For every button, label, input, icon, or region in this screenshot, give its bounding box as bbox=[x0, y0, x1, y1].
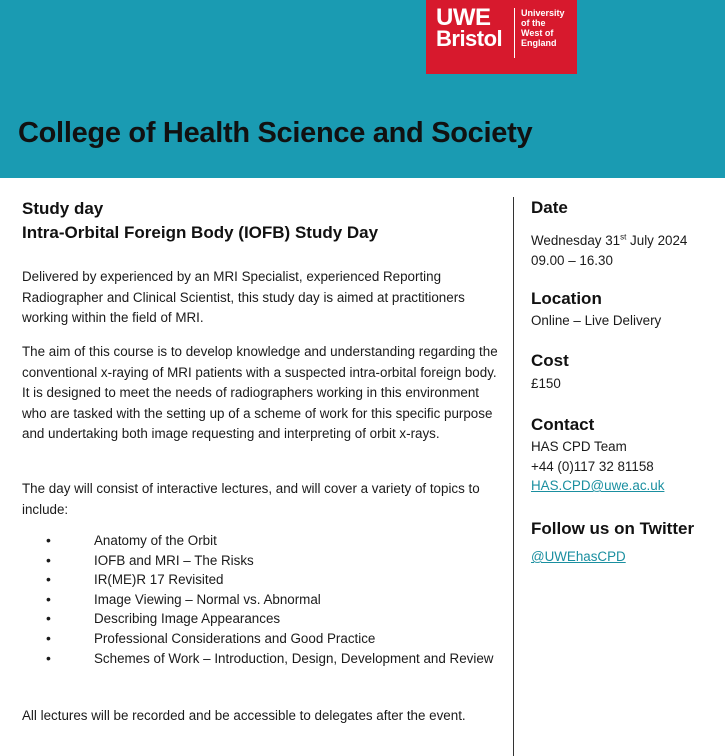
list-item bbox=[22, 570, 498, 590]
cost-value: £150 bbox=[531, 376, 561, 391]
date-suffix: st bbox=[620, 232, 627, 242]
topic-text: Professional Considerations and Good Practice bbox=[94, 630, 376, 646]
location-value: Online – Live Delivery bbox=[531, 313, 662, 328]
topic-text: Describing Image Appearances bbox=[94, 611, 281, 627]
bullet-icon: • bbox=[46, 532, 51, 548]
list-item bbox=[22, 551, 498, 571]
cost-heading: Cost bbox=[531, 351, 569, 370]
twitter-block bbox=[531, 547, 626, 567]
logo-university-name bbox=[521, 8, 576, 48]
twitter-heading: Follow us on Twitter bbox=[531, 519, 695, 538]
list-item bbox=[22, 590, 498, 610]
topic-text: Anatomy of the Orbit bbox=[94, 533, 217, 548]
bullet-icon: • bbox=[46, 551, 51, 568]
list-item bbox=[22, 609, 498, 629]
contact-heading: Contact bbox=[531, 415, 595, 434]
logo-uni-line: England bbox=[521, 38, 557, 48]
contact-team: HAS CPD Team bbox=[531, 439, 627, 454]
logo-uni-line: West of bbox=[521, 28, 554, 38]
date-heading: Date bbox=[531, 198, 568, 217]
date-day: Wednesday 31 bbox=[531, 233, 621, 248]
aim-paragraph: The aim of this course is to develop knowledge and understanding regarding the conventional x-raying of MRI patients with a suspected intra-orbital foreign body. It is designed to meet the needs of radiographers working in this environment who are tasked with the setting up of a scheme of work for this specific purpose and undertaking both image requesting and interpreting of orbit x-rays. bbox=[22, 344, 498, 441]
list-item bbox=[22, 649, 498, 669]
bullet-icon: • bbox=[46, 571, 51, 588]
topic-text: Schemes of Work – Introduction, Design, Development and Review bbox=[94, 650, 494, 666]
recording-note: All lectures will be recorded and be accessible to delegates after the event. bbox=[22, 708, 466, 723]
logo-uwe-text: UWE bbox=[436, 4, 491, 31]
location-heading: Location bbox=[531, 289, 602, 308]
intro-paragraph: Delivered by experienced by an MRI Specialist, experienced Reporting Radiographer and Clinical Scientist, this study day is aimed at practitioners working within the field of MRI. bbox=[22, 269, 465, 325]
topics-intro-paragraph: The day will consist of interactive lectures, and will cover a variety of topics to include: bbox=[22, 481, 480, 517]
date-line bbox=[531, 231, 687, 251]
time-value: 09.00 – 16.30 bbox=[531, 252, 613, 268]
contact-details bbox=[531, 437, 664, 496]
main-content bbox=[22, 197, 498, 723]
header-banner bbox=[0, 0, 725, 178]
list-item bbox=[22, 629, 498, 649]
logo-uni-line: of the bbox=[521, 18, 546, 28]
contact-phone: +44 (0)117 32 81158 bbox=[531, 458, 654, 474]
twitter-handle-link[interactable]: @UWEhasCPD bbox=[531, 549, 626, 564]
topic-text: Image Viewing – Normal vs. Abnormal bbox=[94, 591, 321, 607]
column-divider bbox=[513, 197, 514, 756]
date-value bbox=[531, 231, 687, 270]
contact-email-link[interactable]: HAS.CPD@uwe.ac.uk bbox=[531, 478, 665, 493]
course-title: Intra-Orbital Foreign Body (IOFB) Study Day bbox=[22, 223, 379, 242]
list-item bbox=[22, 531, 498, 551]
bullet-icon: • bbox=[46, 610, 51, 627]
logo-uni-line: University bbox=[521, 8, 565, 18]
study-day-label: Study day bbox=[22, 199, 104, 218]
topic-text: IOFB and MRI – The Risks bbox=[94, 552, 254, 568]
page-title: College of Health Science and Society bbox=[18, 117, 533, 149]
topic-text: IR(ME)R 17 Revisited bbox=[94, 572, 224, 588]
logo-divider bbox=[514, 8, 515, 58]
bullet-icon: • bbox=[46, 629, 51, 646]
bullet-icon: • bbox=[46, 649, 51, 666]
date-rest: July 2024 bbox=[626, 233, 688, 248]
uwe-bristol-logo[interactable] bbox=[426, 0, 577, 74]
logo-bristol-text: Bristol bbox=[436, 26, 503, 51]
bullet-icon: • bbox=[46, 590, 51, 607]
topics-list bbox=[22, 531, 498, 668]
